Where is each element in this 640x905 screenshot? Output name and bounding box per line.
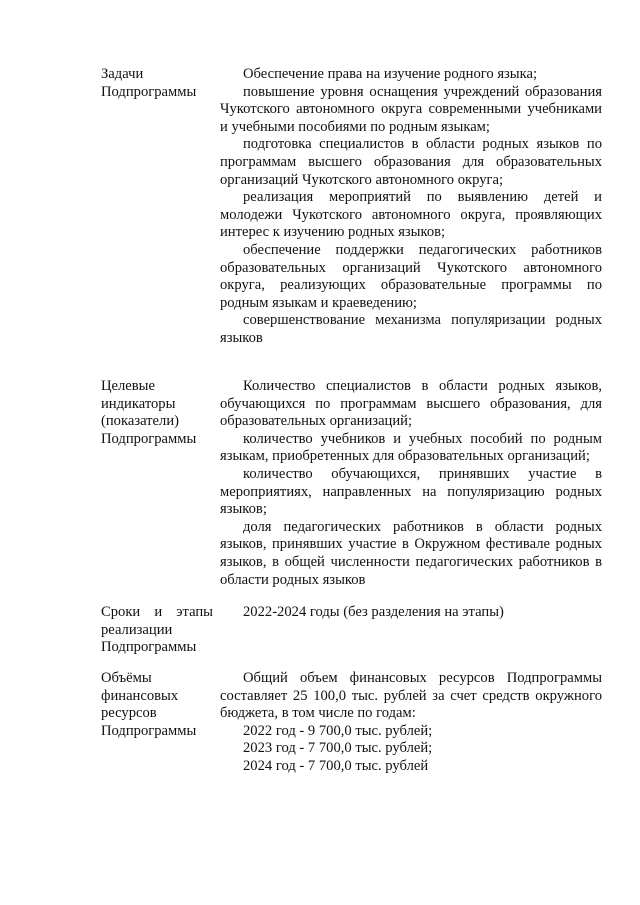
label-word: этапы (176, 604, 213, 620)
task-item: обеспечение поддержки педагогических работников образовательных организаций Чукотского автономного округа, реализующих образовательные программы по родным языкам и краеведению; (220, 241, 602, 311)
funding-year: 2022 год - 9 700,0 тыс. рублей; (243, 722, 433, 739)
funding-total: Общий объем финансовых ресурсов Подпрограммы составляет 25 100,0 тыс. рублей за счет средств окружного бюджета, в том числе по годам: (220, 670, 602, 722)
indicator-item: доля педагогических работников в области родных языков, принявших участие в Окружном фестивале родных языков, в общей численности педагогических работников в области родных языков (220, 518, 602, 588)
label-line: индикаторы (101, 395, 176, 412)
task-item: Обеспечение права на изучение родного языка; (243, 66, 538, 82)
section-content (220, 604, 602, 622)
indicator-item: количество учебников и учебных пособий по родным языкам, приобретенных для образовательных организаций; (220, 430, 602, 465)
task-item: совершенствование механизма популяризации родных языков (220, 312, 602, 346)
section-label (101, 66, 213, 101)
section-label (101, 378, 213, 448)
label-word: Сроки (101, 604, 141, 620)
section-label (101, 604, 213, 657)
section-label (101, 670, 213, 740)
label-line (101, 604, 213, 622)
funding-year: 2023 год - 7 700,0 тыс. рублей; (243, 740, 433, 757)
label-line: Объёмы (101, 670, 152, 686)
indicator-item: количество обучающихся, принявших участие в мероприятиях, направленных на популяризацию родных языков; (220, 465, 602, 518)
timeline-item: 2022-2024 годы (без разделения на этапы) (243, 604, 504, 620)
label-line: Подпрограммы (101, 722, 197, 739)
label-line: (показатели) (101, 413, 179, 430)
task-item: реализация мероприятий по выявлению детей и молодежи Чукотского автономного округа, проявляющих интерес к изучению родных языков; (220, 189, 602, 241)
section-content (220, 66, 602, 348)
label-line: Целевые (101, 378, 155, 394)
funding-year: 2024 год - 7 700,0 тыс. рублей (243, 757, 429, 774)
label-line: Задачи (101, 66, 144, 82)
section-content (220, 670, 602, 776)
label-line: ресурсов (101, 705, 157, 722)
section-content (220, 378, 602, 589)
label-line: Подпрограммы (101, 83, 197, 100)
task-item: подготовка специалистов в области родных языков по программам высшего образования для образовательных организаций Чукотского автономного округа; (220, 136, 602, 188)
task-item: повышение уровня оснащения учреждений образования Чукотского автономного округа современными учебниками и учебными пособиями по родным языкам; (220, 83, 602, 135)
label-line: реализации (101, 621, 173, 638)
label-line: Подпрограммы (101, 430, 197, 447)
label-word: и (154, 604, 163, 620)
label-line: Подпрограммы (101, 639, 197, 656)
indicator-item: Количество специалистов в области родных языков, обучающихся по программам высшего образования, для образовательных организаций; (220, 378, 602, 430)
label-line: финансовых (101, 687, 179, 704)
